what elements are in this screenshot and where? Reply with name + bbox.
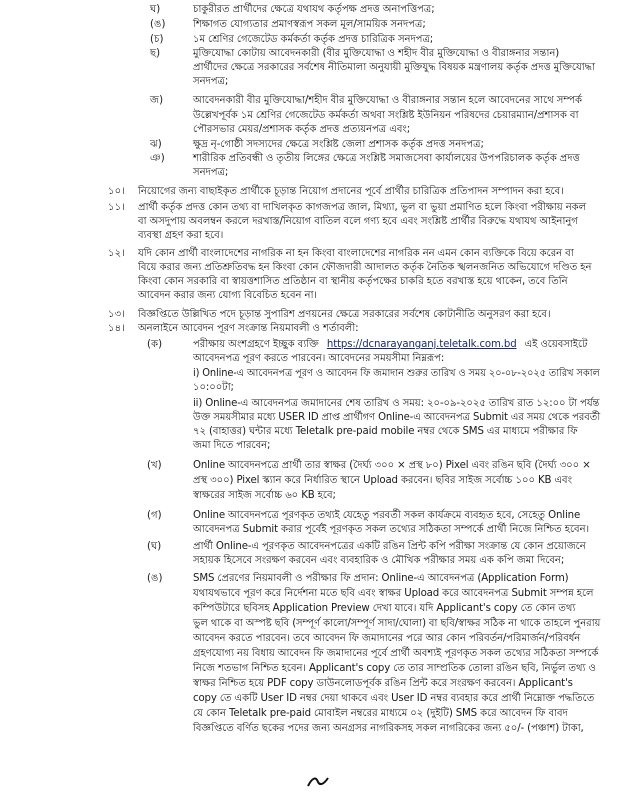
sub-item-text: জমা দিতে পারবেন; [193,440,271,451]
item-text: ১ম শ্রেণির গেজেটেড কর্মকর্তা কর্তৃক প্রদত্ত চারিত্রিক সনদপত্র; [193,34,434,45]
sub-item-text: প্রস্থ ৩০০) Pixel স্ক্যান করে নির্ধারিত স্থানে Upload করবেন। ছবির সাইজ সর্বোচ্চ ১০০ KB এবং [193,475,572,486]
section-text: বা অসদুপায় অবলম্বন করলে দরখাস্ত/নিয়োগ বাতিল বলে গণ্য হবে এবং সংশ্লিষ্ট প্রার্থীর বিরুদ্ধে যথাযথ আইনানুগ [138,216,578,227]
section-number: ১০। [108,186,125,197]
section-text: কিংবা কোন সরকারি বা স্বায়ত্তশাসিত প্রতিষ্ঠান বা স্থানীয় কর্তৃপক্ষের চাকরি হতে বরখাস্ত হয়ে থাকেন, তবে তিনি [138,276,568,287]
item-text: মুক্তিযোদ্ধা কোটায় আবেদনকারী (বীর মুক্তিযোদ্ধা ও শহীদ বীর মুক্তিযোদ্ধা ও বীরাঙ্গনার সন্তান) [193,48,560,59]
section-text: নিয়োগের জন্য বাছাইকৃত প্রার্থীকে চূড়ান্ত নিয়োগ প্রদানের পূর্বে প্রার্থীর চারিত্রিক প্রতিপাদন সম্পাদন করা হবে। [138,186,564,197]
sub-item-text: ৭২ (বাহাত্তর) ঘন্টার মধ্যে Teletalk pre-paid mobile নম্বর থেকে SMS এর মাধ্যমে পরীক্ষার ফি [193,426,578,437]
sub-item-mark: (খ) [147,460,162,471]
item-mark: ঝ) [150,139,162,150]
item-text: ক্ষুদ্র নৃ-গোষ্ঠী সদস্যদের ক্ষেত্রে সংশ্লিষ্ট জেলা প্রশাসক কর্তৃক প্রদত্ত সনদপত্র; [193,139,484,150]
sub-item-mark: (ক) [147,339,163,350]
sub-item-text: ii) Online-এ আবেদনপত্র জমাদানের শেষ তারিখ ও সময়: ২০-০৯-২০২৫ তারিখ রাত ১২:০০ টা পর্যন্ত [193,398,600,409]
section-text: বিজ্ঞপ্তিতে উল্লিখিত পদে চূড়ান্ত সুপারিশ প্রণয়নের ক্ষেত্রে সরকারের সর্বশেষ কোটানীতি অনুসরণ করা হবে। [138,309,551,320]
sub-item-text: SMS প্রেরণের নিয়মাবলী ও পরীক্ষার ফি প্রদান: Online-এ আবেদনপত্র (Application Form) [193,573,569,584]
section-number: ১৩। [108,309,125,320]
sub-item-text: উক্ত সময়সীমার মধ্যে USER ID প্রাপ্ত প্রার্থীগণ Online-এ আবেদনপত্র Submit এর সময় থেকে পরবর্তী [193,412,601,423]
item-text: শারীরিক প্রতিবন্ধী ও তৃতীয় লিঙ্গের ক্ষেত্রে সংশ্লিষ্ট সমাজসেবা কার্যালয়ের উপপরিচালক কর্তৃক প্রদত্ত [193,153,580,164]
sub-item-text: নিজে শতভাগ নিশ্চিত হবেন। Applicant's copy তে তার সাম্প্রতিক তোলা রঙিন ছবি, নির্ভুল তথ্য ও [193,663,596,674]
sub-item-text: গ্রহণযোগ্য নয় বিধায় আবেদন ফি জমাদানের পূর্বে প্রার্থী অবশ্যই পূরণকৃত সকল তথ্যের সঠিকতা সম্পর্কে [193,648,599,659]
item-text: সনদপত্র; [193,76,229,87]
sub-item-text [193,339,587,351]
item-mark: ঘ) [150,4,161,15]
section-number: ১৪। [108,323,125,334]
sub-item-text: ১০:০০টা; [193,382,234,393]
section-text: যদি কোন প্রার্থী বাংলাদেশের নাগরিক না হন কিংবা বাংলাদেশের নাগরিক নন এমন কোন ব্যক্তিকে বিয়ে করেন বা [138,248,574,259]
item-mark: ঞ) [150,153,165,164]
sub-item-mark: (ঘ) [147,541,162,552]
sub-item-text-post: এই ওয়েবসাইটে [524,339,588,350]
item-text: সনদপত্র; [193,167,229,178]
sub-item-mark: (গ) [147,510,162,521]
sub-item-text: যথাযথভাবে পূরণ করে নির্দেশনা মতে ছবি এবং স্বাক্ষর Upload করে আবেদনপত্র Submit সম্পন্ন হলে [193,588,594,599]
item-text: প্রার্থীদের ক্ষেত্রে সরকারের সর্বশেষ নীতিমালা অনুযায়ী মুক্তিযুদ্ধ বিষয়ক মন্ত্রণালয় কর্তৃক প্রদত্ত মুক্তিযোদ্ধা [193,62,595,73]
item-mark: জ) [150,95,164,106]
section-text: আবেদন করার জন্য যোগ্য বিবেচিত হবেন না। [138,290,317,301]
sub-item-text: কম্পিউটারে ছবিসহ Application Preview দেখা যাবে। যদি Applicant's copy তে কোন তথ্য [193,603,576,614]
signature-mark [306,774,330,788]
sub-item-text: সহায়ক হিসেবে সংরক্ষণ করবেন এবং ব্যবহারিক ও মৌখিক পরীক্ষার সময় এক কপি জমা দিবেন; [193,555,565,566]
sub-item-text: আবেদন করতে পারবেন। তবে আবেদন ফি জমাদানের পরে আর কোন পরিবর্তন/পরিমার্জন/পরিবর্ধন [193,633,581,644]
sub-item-text: প্রার্থী Online-এ পূরণকৃত আবেদনপত্রের একটি রঙিন প্রিন্ট কপি পরীক্ষা সংক্রান্ত যে কোন প্রয়োজনে [193,541,586,552]
item-text: শিক্ষাগত যোগ্যতার প্রমাণস্বরূপ সকল মূল/সাময়িক সনদপত্র; [193,19,426,30]
section-number: ১১। [108,202,125,213]
sub-item-text: আবেদনপত্র Submit করার পূর্বেই পূরণকৃত সকল তথ্যের সঠিকতা সম্পর্কে প্রার্থী নিজে নিশ্চিত হবেন। [193,524,590,535]
sub-item-text: ভুল থাকে বা অস্পষ্ট ছবি (সম্পূর্ণ কালো/সম্পূর্ণ সাদা/ঘোলা) বা ছবি/স্বাক্ষর সঠিক না থাকে তাহলে পুনরায় [193,618,601,629]
sub-item-text: স্বাক্ষর নিশ্চিত হয়ে PDF copy ডাউনলোডপূর্বক রঙিন প্রিন্ট করে সংরক্ষণ করবেন। Applicant's [193,678,573,689]
sub-item-text: বিজ্ঞপ্তিতে বর্ণিত ছকের পদের জন্য অনগ্রসর নাগরিকসহ সকল নাগরিকের জন্য ৫০/- (পঞ্চাশ) টাকা, [193,723,584,734]
item-text: পৌরসভার মেয়র/প্রশাসক কর্তৃক প্রদত্ত প্রত্যয়নপত্র এবং; [193,124,411,135]
sub-item-text: i) Online-এ আবেদনপত্র পূরণ ও আবেদন ফি জমাদান শুরুর তারিখ ও সময় ২০-০৮-২০২৫ তারিখ সকাল [193,368,600,379]
sub-item-text: আবেদনপত্র পূরণ করতে পারবেন। আবেদনের সময়সীমা নিম্নরূপ: [193,353,445,364]
section-number: ১২। [108,248,125,259]
item-mark: (চ) [150,34,164,45]
sub-item-text: Online আবেদনপত্রে পূরণকৃত তথ্যই যেহেতু পরবর্তী সকল কার্যক্রমে ব্যবহৃত হবে, সেহেতু Online [193,510,581,521]
item-text: চাকুরীরত প্রার্থীদের ক্ষেত্রে যথাযথ কর্তৃপক্ষ প্রদত্ত অনাপত্তিপত্র; [193,4,435,15]
section-text: বিয়ে করার জন্য প্রতিশ্রুতিবদ্ধ হন কিংবা কোন ফৌজদারী আদালত কর্তৃক নৈতিক স্খলনজনিত অভিযোগে দণ্ডিত হন [138,262,592,273]
sub-item-text: যে কোন Teletalk pre-paid মোবাইল নম্বরের মাধ্যমে ০২ (দুইটি) SMS করে আবেদন ফি বাবদ [193,708,568,719]
item-text: আবেদনকারী বীর মুক্তিযোদ্ধা/শহীদ বীর মুক্তিযোদ্ধা ও বীরাঙ্গনার সন্তান হলে আবেদনের সাথে সম্পর্ক [193,95,582,106]
section-text: ব্যবস্থা গ্রহণ করা হবে। [138,230,224,241]
section-text: অনলাইনে আবেদন পূরণ সংক্রান্ত নিয়মাবলী ও শর্তাবলী: [138,323,359,334]
item-text: উল্লেখপূর্বক ১ম শ্রেণির গেজেটেড কর্মকর্তা অথবা সংশ্লিষ্ট ইউনিয়ন পরিষদের চেয়ারম্যান/প্রশাসক বা [193,110,579,121]
section-text: প্রার্থী কর্তৃক প্রদত্ত কোন তথ্য বা দাখিলকৃত কাগজপত্র জাল, মিথ্যা, ভুল বা ভুয়া প্রমাণিত হলে কিংবা পরীক্ষায় নকল [138,202,587,213]
item-mark: (ঙ) [150,19,166,30]
website-link[interactable]: https://dcnarayanganj.teletalk.com.bd [326,339,517,350]
item-mark: ছ) [150,48,161,59]
sub-item-text-pre: পরীক্ষায় অংশগ্রহণে ইচ্ছুক ব্যক্তি [193,339,319,350]
sub-item-text: স্বাক্ষরের সাইজ সর্বোচ্চ ৬০ KB হবে; [193,490,336,501]
sub-item-mark: (ঙ) [147,573,163,584]
sub-item-text: Online আবেদনপত্রে প্রার্থী তার স্বাক্ষর (দৈর্ঘ্য ৩০০ × প্রস্থ ৮০) Pixel এবং রঙিন ছবি (দৈর্ঘ্য ৩০০ × [193,460,591,471]
sub-item-text: copy তে একটি User ID নম্বর দেয়া থাকবে এবং User ID নম্বর ব্যবহার করে প্রার্থী নিম্নোক্ত পদ্ধতিতে [193,693,595,704]
